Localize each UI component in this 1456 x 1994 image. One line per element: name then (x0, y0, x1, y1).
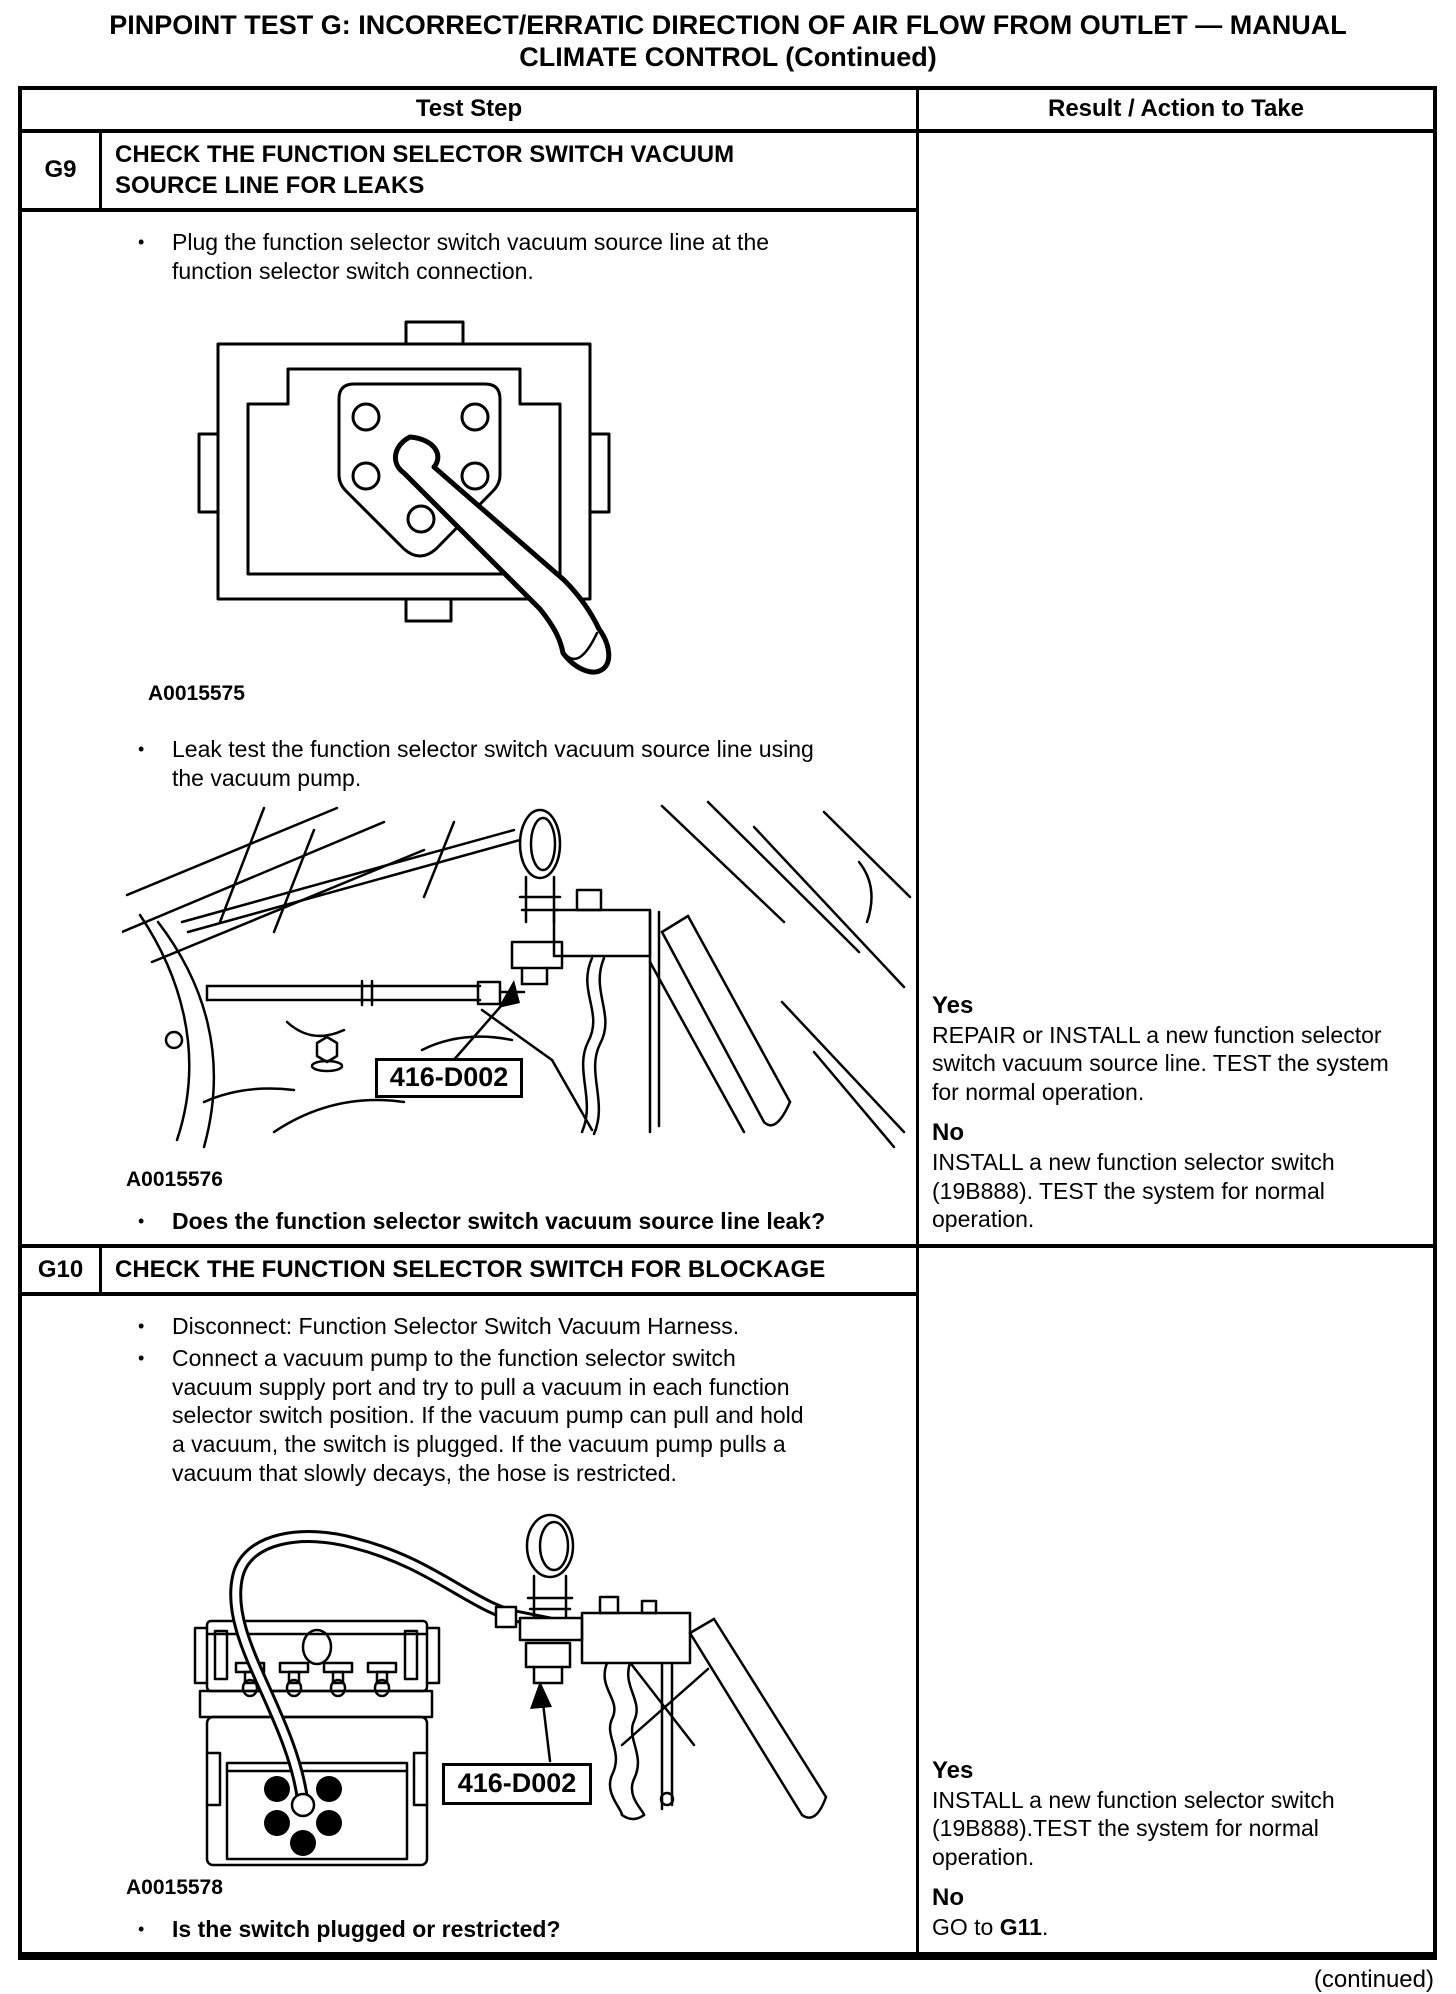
g9-result-cell (919, 133, 1433, 1244)
bullet-icon: • (138, 232, 145, 253)
g10-bullet-connect-pump-text: Connect a vacuum pump to the function selector switch vacuum supply port and try to pull a vacuum in each function selector switch position. If the vacuum pump can pull and hold a vacuum, the switch is plugged. If the vacuum pump pulls a vacuum that slowly decays, the hose is restricted. (172, 1345, 804, 1486)
g10-no-action (932, 1913, 1404, 1942)
tool-label-416-d002: 416-D002 (442, 1763, 592, 1805)
bullet-icon: • (138, 1348, 145, 1369)
bullet-icon: • (138, 739, 145, 760)
g10-step-id: G10 (22, 1248, 102, 1292)
bullet-icon: • (138, 1919, 145, 1940)
g10-step-title: CHECK THE FUNCTION SELECTOR SWITCH FOR BLOCKAGE (115, 1255, 826, 1283)
column-header-test-step: Test Step (22, 90, 919, 129)
tool-label-416-d002: 416-D002 (375, 1058, 523, 1098)
continued-note: (continued) (1313, 1965, 1434, 1993)
g9-yes-label: Yes (932, 992, 974, 1020)
page-title (0, 0, 1456, 86)
figure-caption-a0015576: A0015576 (126, 1168, 223, 1192)
page-title-line1: PINPOINT TEST G: INCORRECT/ERRATIC DIRECTION OF AIR FLOW FROM OUTLET — MANUAL (109, 10, 1347, 40)
g9-test-step-cell (22, 133, 919, 1244)
g9-result-block (932, 991, 1404, 1234)
g10-step-body (22, 1296, 916, 1952)
figure-caption-a0015578: A0015578 (126, 1876, 223, 1900)
g10-no-label: No (932, 1884, 964, 1912)
g9-yes-action: REPAIR or INSTALL a new function selector switch vacuum source line. TEST the system for normal operation. (932, 1021, 1389, 1105)
table-header-row (22, 90, 1433, 133)
figure-engine-bay-pump (122, 800, 912, 1165)
g9-question (138, 1207, 916, 1236)
g10-no-action-pre: GO to (932, 1914, 1000, 1941)
figure-switch-and-pump (152, 1513, 852, 1873)
figure-connector-plug (148, 309, 748, 679)
g9-step-id: G9 (22, 133, 102, 208)
g10-yes-action: INSTALL a new function selector switch (19B888).TEST the system for normal operation. (932, 1786, 1335, 1870)
g10-no-action-period: . (1041, 1914, 1049, 1941)
g9-no-label: No (932, 1119, 964, 1147)
g9-step-header (22, 133, 916, 212)
g10-yes-label: Yes (932, 1757, 974, 1784)
pinpoint-test-table (18, 86, 1437, 1960)
table-row-g9 (22, 133, 1433, 1244)
g10-question (138, 1915, 916, 1944)
g10-bullet-disconnect (138, 1312, 916, 1341)
g9-no-action: INSTALL a new function selector switch (19B888). TEST the system for normal operation. (932, 1149, 1335, 1233)
selector-switch-vacuum-pump-illustration (152, 1513, 852, 1873)
g9-step-body (22, 212, 916, 1244)
g9-bullet-leak-test-text: Leak test the function selector switch vacuum source line using the vacuum pump. (172, 736, 814, 791)
vacuum-connector-illustration (148, 309, 748, 679)
g10-bullet-disconnect-text: Disconnect: Function Selector Switch Vacuum Harness. (172, 1312, 740, 1339)
g10-test-step-cell (22, 1248, 919, 1952)
g9-question-text: Does the function selector switch vacuum source line leak? (172, 1208, 826, 1235)
g10-result-cell (919, 1248, 1433, 1952)
engine-bay-vacuum-pump-illustration (122, 800, 912, 1165)
g10-result-block (932, 1756, 1404, 1942)
page-title-line2: CLIMATE CONTROL (Continued) (519, 41, 937, 72)
g10-bullet-connect-pump (138, 1344, 916, 1487)
g9-bullet-leak-test (138, 735, 916, 792)
bullet-icon: • (138, 1315, 145, 1336)
g10-no-action-target: G11 (999, 1914, 1042, 1941)
table-row-g10 (22, 1244, 1433, 1952)
g10-step-header (22, 1248, 916, 1296)
g9-bullet-plug-line-text: Plug the function selector switch vacuum source line at the function selector switch connection. (172, 229, 770, 284)
g10-question-text: Is the switch plugged or restricted? (172, 1916, 561, 1943)
figure-caption-a0015575: A0015575 (148, 682, 245, 706)
column-header-result: Result / Action to Take (1047, 94, 1305, 122)
bullet-icon: • (138, 1211, 145, 1232)
g9-bullet-plug-line (138, 228, 916, 285)
g9-step-title: CHECK THE FUNCTION SELECTOR SWITCH VACUUM SOURCE LINE FOR LEAKS (115, 140, 735, 199)
